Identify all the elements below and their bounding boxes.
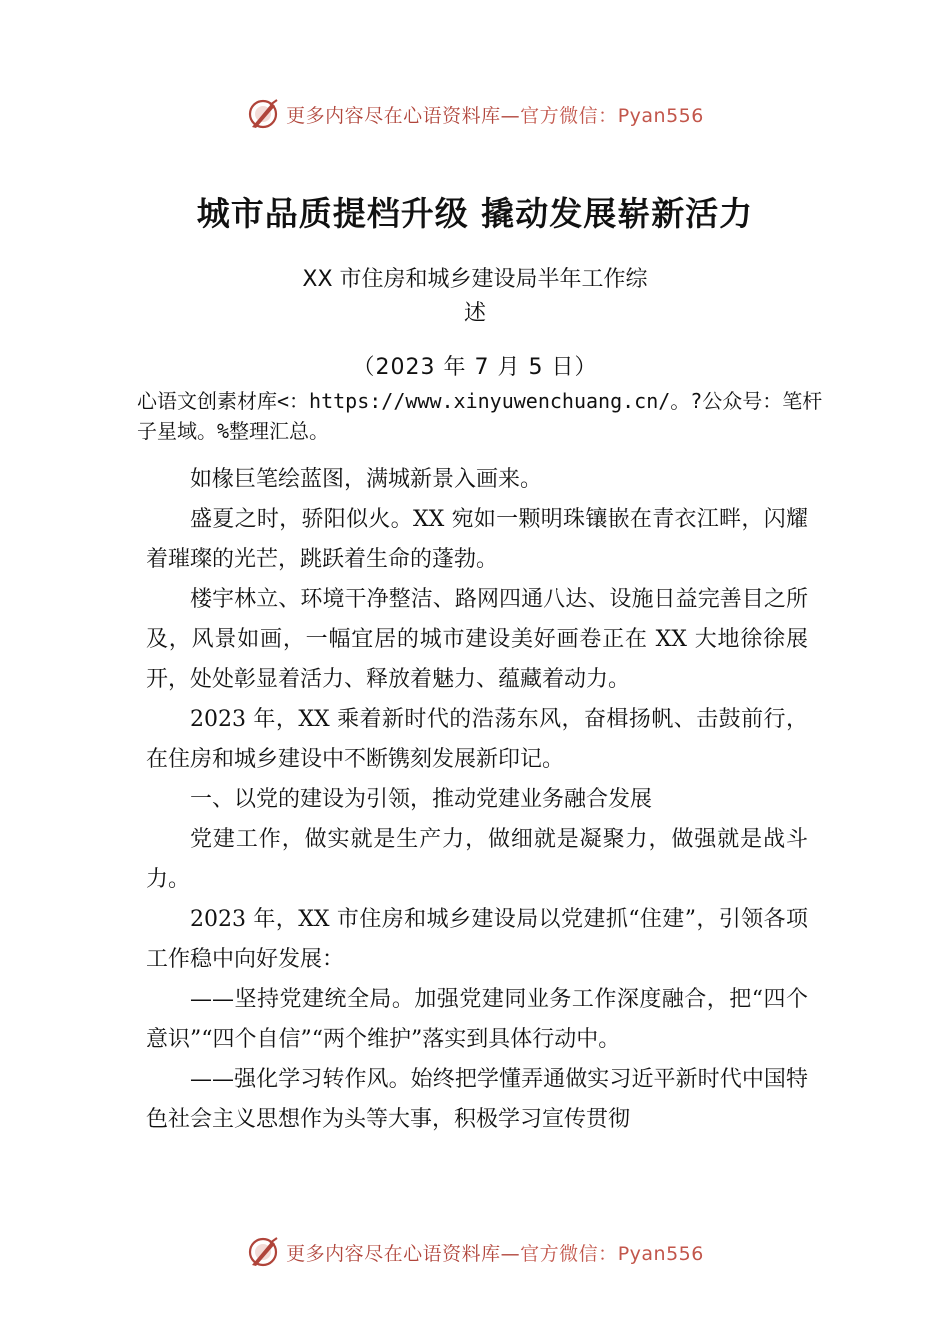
banner-text xyxy=(286,1239,704,1266)
paragraph: ——坚持党建统全局。加强党建同业务工作深度融合，把“四个意识”“四个自信”“两个维护”落实到具体行动中。 xyxy=(146,987,808,1052)
banner-dash: — xyxy=(500,104,521,127)
header-watermark-banner xyxy=(0,94,950,134)
paragraph: 2023 年，XX 市住房和城乡建设局以党建抓“住建”，引领各项工作稳中向好发展： xyxy=(146,907,808,972)
document-subtitle-line2: 述 xyxy=(463,301,486,326)
quill-pen-seal-icon xyxy=(246,1235,280,1269)
document-date: （2023 年 7 月 5 日） xyxy=(352,355,598,380)
paragraph: 党建工作，做实就是生产力，做细就是凝聚力，做强就是战斗力。 xyxy=(146,827,808,892)
banner-wechat-id: Pyan556 xyxy=(617,104,704,127)
paragraph: 如椽巨笔绘蓝图，满城新景入画来。 xyxy=(190,467,543,492)
paragraph: 2023 年，XX 乘着新时代的浩荡东风，奋楫扬帆、击鼓前行，在住房和城乡建设中不断镌刻发展新印记。 xyxy=(146,707,808,772)
banner-dash: — xyxy=(500,1242,521,1265)
banner-wechat-id: Pyan556 xyxy=(617,1242,704,1265)
paragraph: 楼宇林立、环境干净整洁、路网四通八达、设施日益完善目之所及，风景如画，一幅宜居的城市建设美好画卷正在 XX 大地徐徐展开，处处彰显着活力、释放着魅力、蕴藏着动力。 xyxy=(146,587,808,692)
banner-wechat-label: 官方微信： xyxy=(520,1242,618,1265)
footer-watermark-banner xyxy=(0,1232,950,1272)
document-subtitle-line1: XX 市住房和城乡建设局半年工作综 xyxy=(302,267,648,292)
banner-site-name: 更多内容尽在心语资料库 xyxy=(286,104,501,127)
banner-text xyxy=(286,101,704,128)
document-title: 城市品质提档升级 撬动发展崭新活力 xyxy=(196,194,754,233)
paragraph: 盛夏之时，骄阳似火。XX 宛如一颗明珠镶嵌在青衣江畔，闪耀着璀璨的光芒，跳跃着生命的蓬勃。 xyxy=(146,507,808,572)
banner-wechat-label: 官方微信： xyxy=(520,104,618,127)
section-heading: 一、以党的建设为引领，推动党建业务融合发展 xyxy=(190,787,653,812)
document-body xyxy=(146,460,808,1140)
banner-site-name: 更多内容尽在心语资料库 xyxy=(286,1242,501,1265)
source-note: 心语文创素材库<：https://www.xinyuwenchuang.cn/。?公众号：笔杆子星域。%整理汇总。 xyxy=(137,389,823,443)
quill-pen-seal-icon xyxy=(246,97,280,131)
paragraph: ——强化学习转作风。始终把学懂弄通做实习近平新时代中国特色社会主义思想作为头等大事，积极学习宣传贯彻 xyxy=(146,1067,808,1132)
